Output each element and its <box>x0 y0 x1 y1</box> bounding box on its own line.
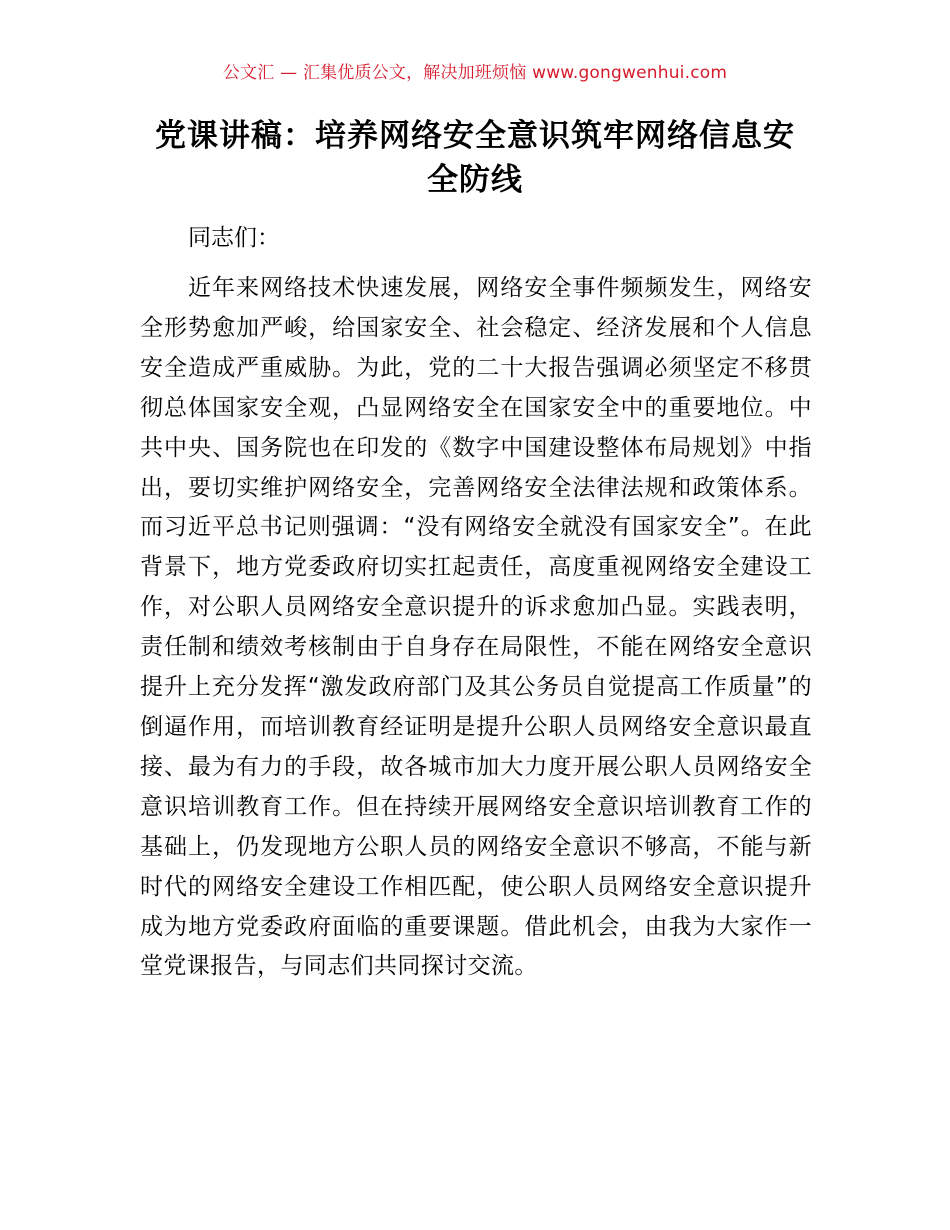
document-title: 党课讲稿：培养网络安全意识筑牢网络信息安全防线 <box>155 118 795 198</box>
salutation: 同志们： <box>188 225 280 251</box>
header-banner: 公文汇 — 汇集优质公文，解决加班烦恼 www.gongwenhui.com <box>222 63 728 83</box>
body-paragraph: 近年来网络技术快速发展，网络安全事件频频发生，网络安全形势愈加严峻，给国家安全、社会稳定、经济发展和个人信息安全造成严重威胁。为此，党的二十大报告强调必须坚定不移贯彻总体国家安全观，凸显网络安全在国家安全中的重要地位。中共中央、国务院也在印发的《数字中国建设整体布局规划》中指出，要切实维护网络安全，完善网络安全法律法规和政策体系。而习近平总书记则强调：“没有网络安全就没有国家安全”。在此背景下，地方党委政府切实扛起责任，高度重视网络安全建设工作，对公职人员网络安全意识提升的诉求愈加凸显。实践表明，责任制和绩效考核制由于自身存在局限性，不能在网络安全意识提升上充分发挥“激发政府部门及其公务员自觉提高工作质量”的倒逼作用，而培训教育经证明是提升公职人员网络安全意识最直接、最为有力的手段，故各城市加大力度开展公职人员网络安全意识培训教育工作。但在持续开展网络安全意识培训教育工作的基础上，仍发现地方公职人员的网络安全意识不够高，不能与新时代的网络安全建设工作相匹配，使公职人员网络安全意识提升成为地方党委政府面临的重要课题。借此机会，由我为大家作一堂党课报告，与同志们共同探讨交流。 <box>140 275 812 980</box>
